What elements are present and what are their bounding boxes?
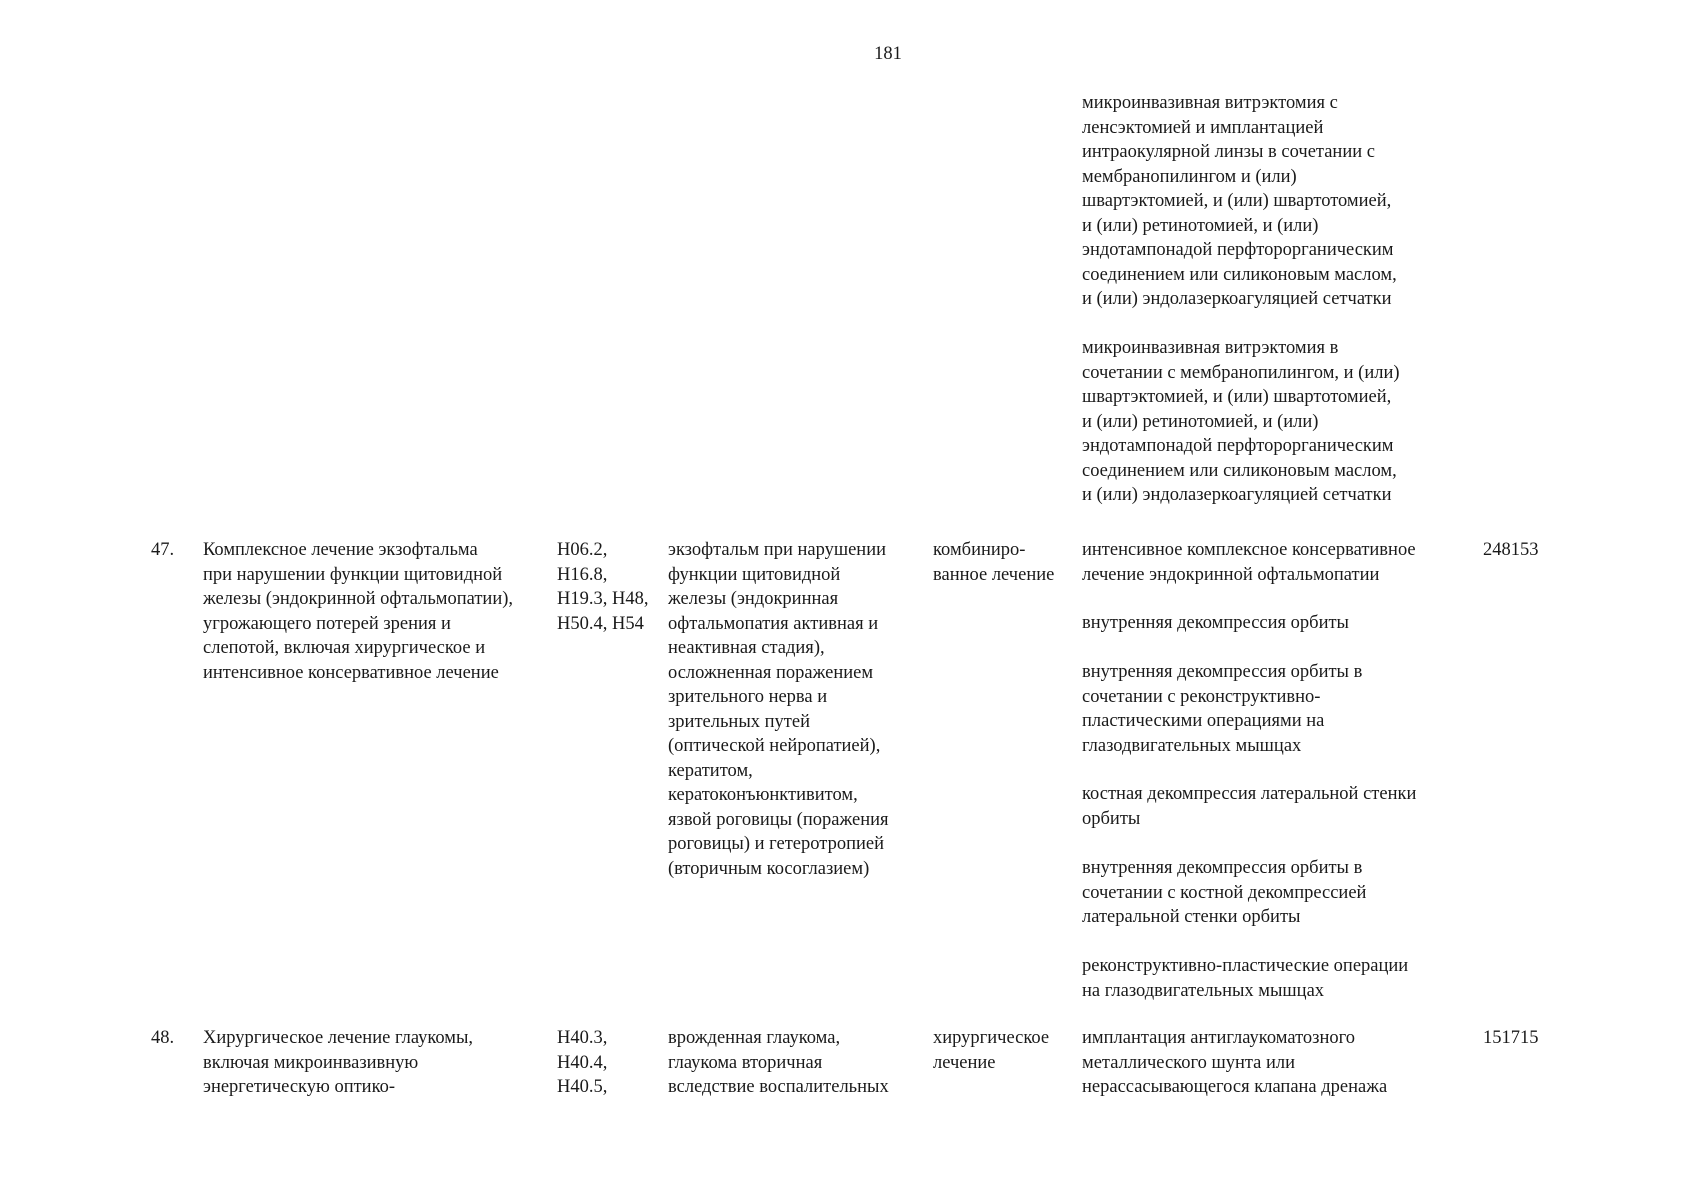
row-47-cost: 248153 (1483, 540, 1539, 560)
row-47-method-5: внутренняя декомпрессия орбиты в сочетании с костной декомпрессией латеральной стенки орбиты (1082, 858, 1367, 927)
row-47-method-1: интенсивное комплексное консервативное лечение эндокринной офтальмопатии (1082, 540, 1416, 585)
row-48-patient-model: врожденная глаукома, глаукома вторичная вследствие воспалительных (668, 1028, 889, 1097)
row-48-name: Хирургическое лечение глаукомы, включая микроинвазивную энергетическую оптико- (203, 1028, 474, 1097)
row-48-cost: 151715 (1483, 1028, 1539, 1048)
row-47-method-6: реконструктивно-пластические операции на глазодвигательных мышцах (1082, 956, 1409, 1001)
row-47-number: 47. (151, 540, 175, 560)
row-47-method-3: внутренняя декомпрессия орбиты в сочетании с реконструктивно- пластическими операциями на глазодвигательных мышцах (1082, 662, 1363, 756)
row-47-method-4: костная декомпрессия латеральной стенки орбиты (1082, 784, 1417, 829)
row-47-patient-model: экзофтальм при нарушении функции щитовидной железы (эндокринная офтальмопатия активная и неактивная стадия), осложненная поражением зрительного нерва и зрительных путей (оптической нейропатией), кератитом, кератоконъюнктивитом, язвой роговицы (поражения роговицы) и гетеротропией (вторичным косоглазием) (668, 540, 889, 879)
continued-method-2: микроинвазивная витрэктомия в сочетании с мембранопилингом, и (или) швартэктомией, и (или) швартотомией, и (или) ретинотомией, и (или) эндотампонадой перфторорганическим соединением или силиконовым маслом, и (или) эндолазеркоагуляцией сетчатки (1082, 338, 1400, 505)
row-47-method-2: внутренняя декомпрессия орбиты (1082, 613, 1349, 633)
row-47-name: Комплексное лечение экзофтальма при нарушении функции щитовидной железы (эндокринной офтальмопатии), угрожающего потерей зрения и слепотой, включая хирургическое и интенсивное консервативное лечение (203, 540, 514, 683)
row-48-codes: H40.3, H40.4, H40.5, (557, 1028, 608, 1097)
page-number: 181 (874, 44, 902, 64)
continued-method-1: микроинвазивная витрэктомия с ленсэктомией и имплантацией интраокулярной линзы в сочетании с мембранопилингом и (или) швартэктомией, и (или) швартотомией, и (или) ретинотомией, и (или) эндотампонадой перфторорганическим соединением или силиконовым маслом, и (или) эндолазеркоагуляцией сетчатки (1082, 93, 1397, 309)
row-48-treatment-type: хирургическое лечение (933, 1028, 1050, 1073)
row-48-number: 48. (151, 1028, 175, 1048)
row-47-treatment-type: комбиниро- ванное лечение (933, 540, 1055, 585)
row-47-codes: H06.2, H16.8, H19.3, H48, H50.4, H54 (557, 540, 649, 634)
row-48-method-1: имплантация антиглаукоматозного металлического шунта или нерассасывающегося клапана дренажа (1082, 1028, 1388, 1097)
